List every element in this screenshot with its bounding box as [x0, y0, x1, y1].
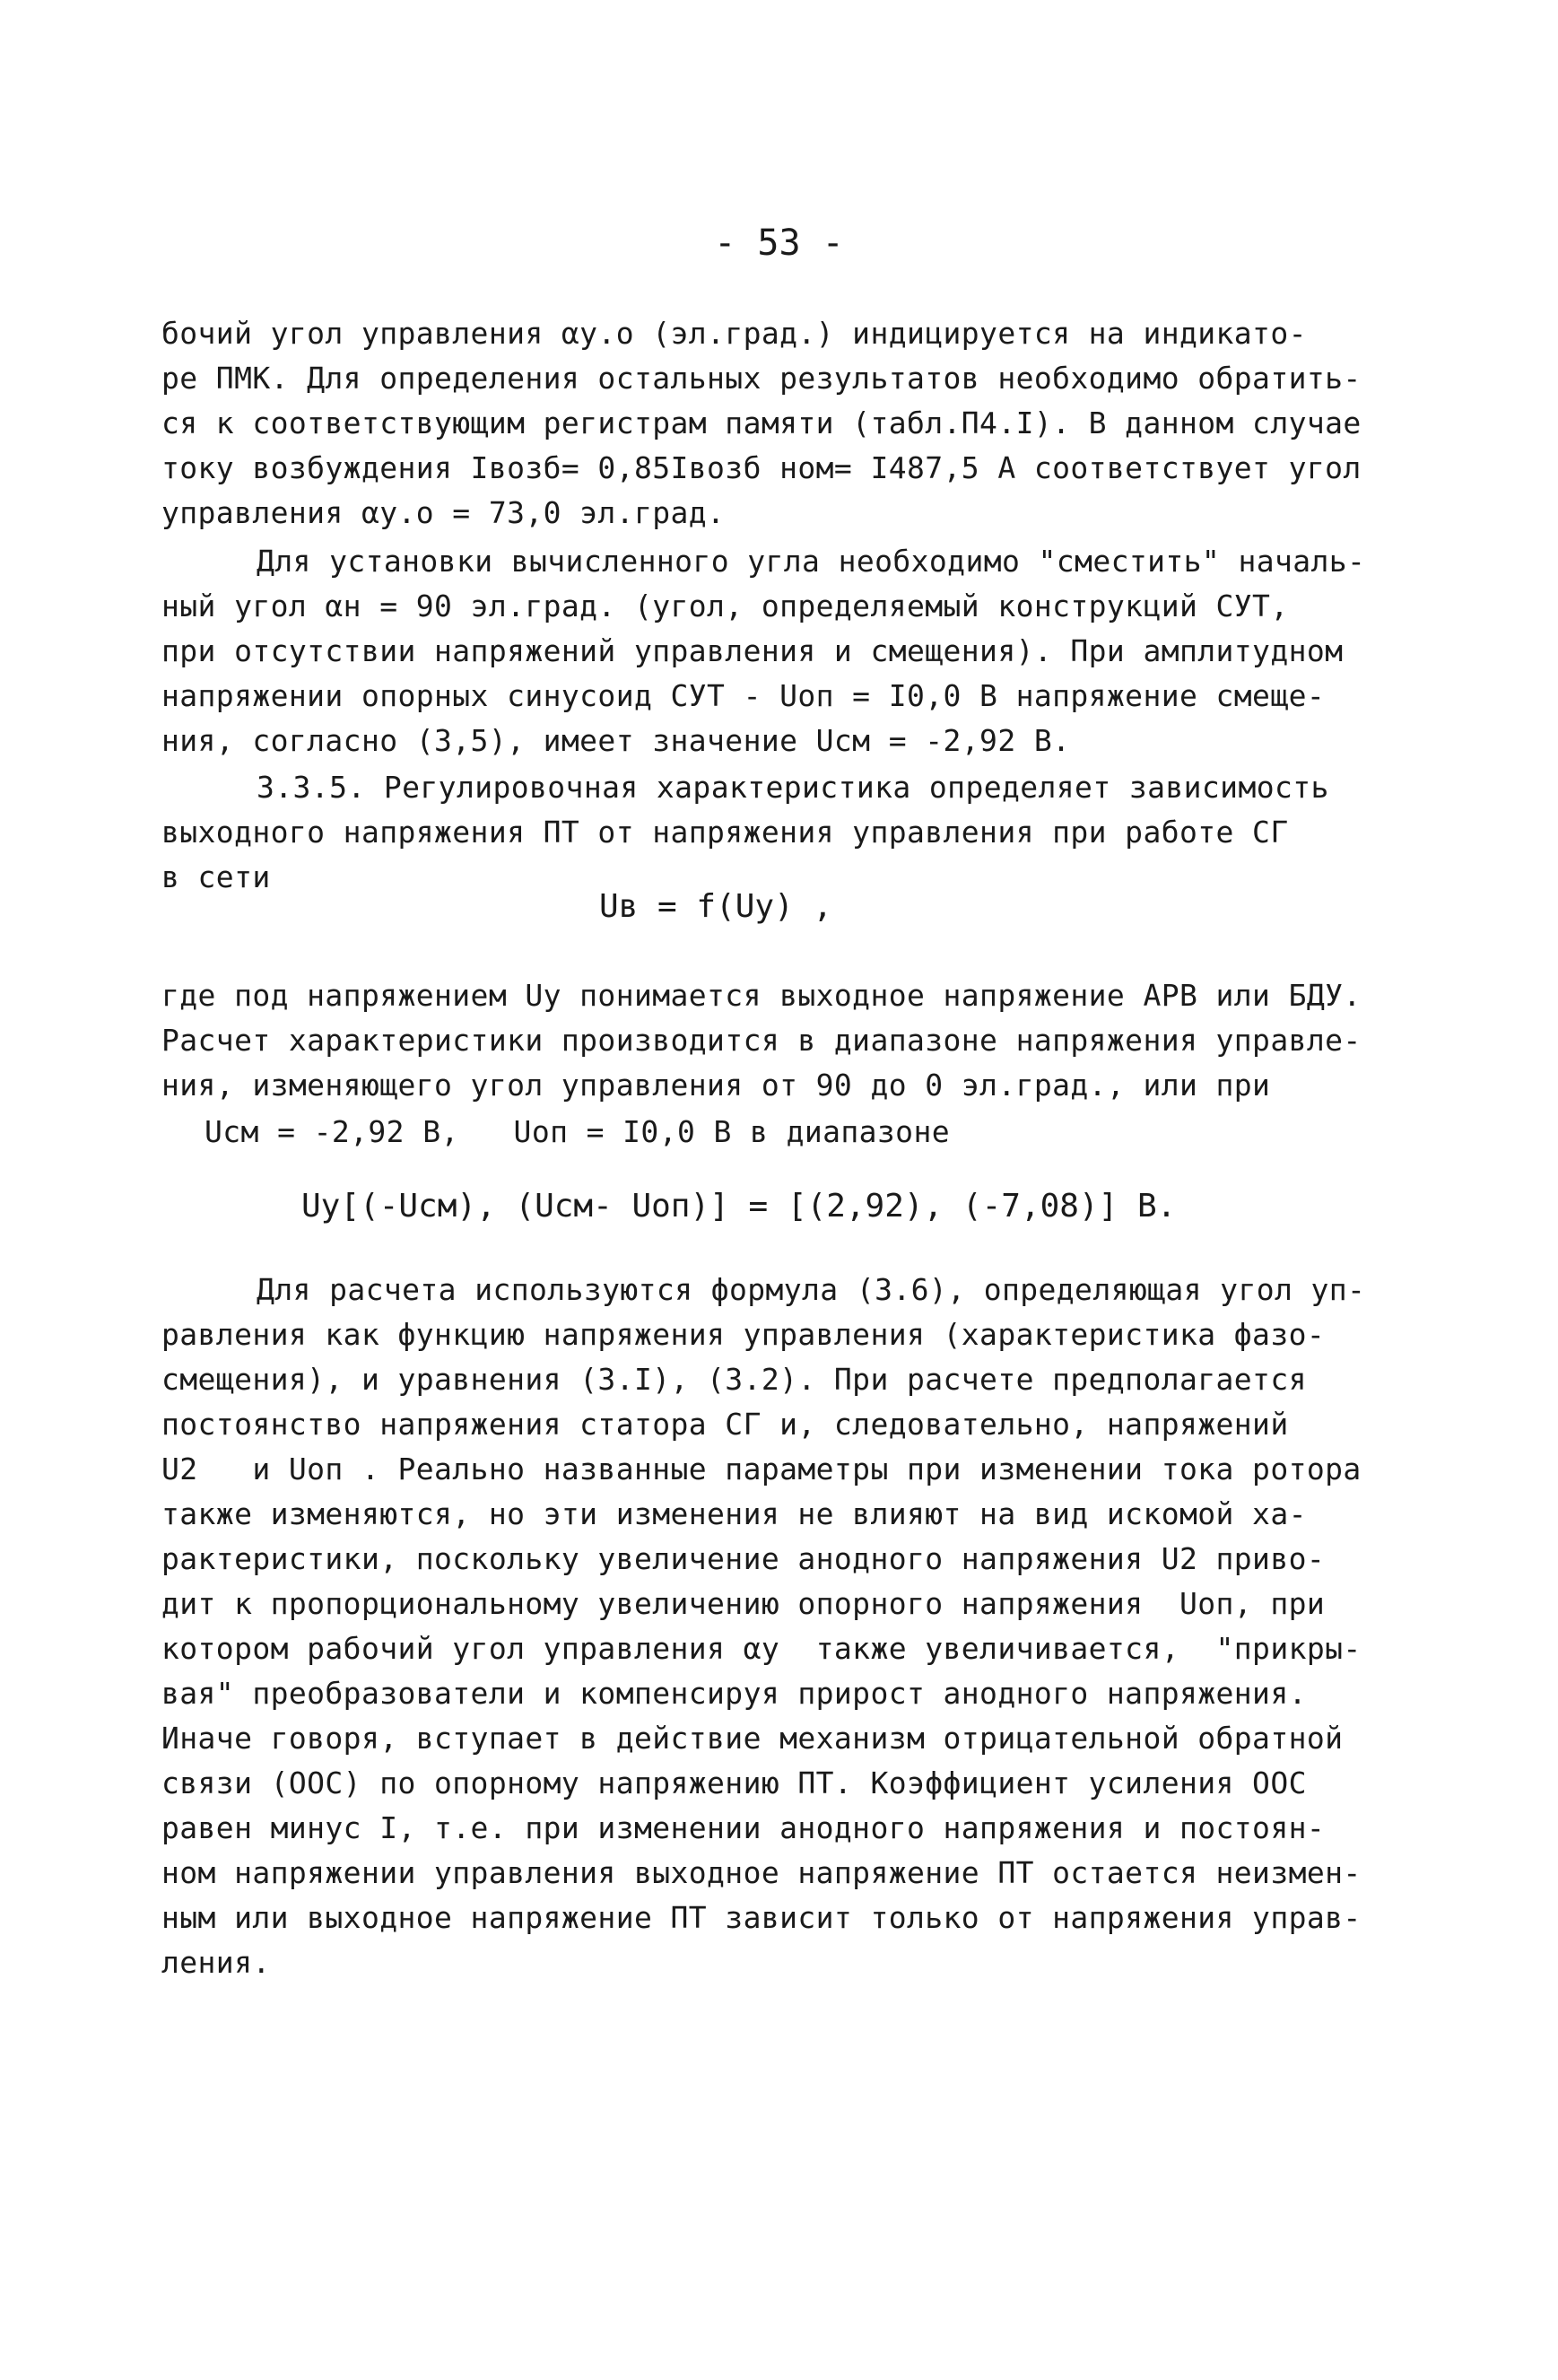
text-line: в сети: [161, 859, 271, 894]
text-line: Uсм = -2,92 В, Uоп = I0,0 В в диапазоне: [205, 1114, 950, 1149]
text-line: ления.: [161, 1945, 271, 1980]
text-line: ся к соответствующим регистрам памяти (табл.П4.I). В данном случае: [161, 405, 1362, 440]
text-line: смещения), и уравнения (3.I), (3.2). При расчете предполагается: [161, 1362, 1307, 1397]
text-line: вая" преобразователи и компенсируя прирост анодного напряжения.: [161, 1676, 1307, 1711]
text-line: бочий угол управления αу.о (эл.град.) индицируется на индикато-: [161, 316, 1307, 351]
section-heading-line: 3.3.5. Регулировочная характеристика определяет зависимость: [257, 770, 1329, 805]
text-line: Для расчета используются формула (3.6), определяющая угол уп-: [257, 1272, 1366, 1307]
formula-range: Uу[(-Uсм), (Uсм- Uоп)] = [(2,92), (-7,08)] В.: [301, 1188, 1177, 1225]
text-line: Расчет характеристики производится в диапазоне напряжения управле-: [161, 1023, 1362, 1058]
text-line: ный угол αн = 90 эл.град. (угол, определяемый конструкций СУТ,: [161, 588, 1289, 623]
text-line: ния, согласно (3,5), имеет значение Uсм = -2,92 В.: [161, 723, 1071, 758]
text-line: также изменяются, но эти изменения не влияют на вид искомой ха-: [161, 1496, 1307, 1531]
text-line: ре ПМК. Для определения остальных результатов необходимо обратить-: [161, 361, 1362, 396]
text-line: напряжении опорных синусоид СУТ - Uоп = I0,0 В напряжение смеще-: [161, 678, 1326, 713]
text-line: где под напряжением Uу понимается выходное напряжение АРВ или БДУ.: [161, 978, 1362, 1013]
text-line: ным или выходное напряжение ПТ зависит только от напряжения управ-: [161, 1900, 1362, 1935]
text-line: U2 и Uоп . Реально названные параметры при изменении тока ротора: [161, 1452, 1362, 1486]
text-line: ном напряжении управления выходное напряжение ПТ остается неизмен-: [161, 1855, 1362, 1890]
text-line: постоянство напряжения статора СГ и, следовательно, напряжений: [161, 1407, 1289, 1442]
text-line: выходного напряжения ПТ от напряжения управления при работе СГ: [161, 815, 1289, 850]
text-line: рактеристики, поскольку увеличение анодного напряжения U2 приво-: [161, 1541, 1326, 1576]
text-line: равен минус I, т.е. при изменении анодного напряжения и постоян-: [161, 1810, 1326, 1845]
text-line: котором рабочий угол управления αу также увеличивается, "прикры-: [161, 1631, 1362, 1666]
page-number: - 53 -: [714, 222, 844, 264]
text-line: току возбуждения Iвозб= 0,85Iвозб ном= I487,5 А соответствует угол: [161, 450, 1362, 485]
text-line: равления как функцию напряжения управления (характеристика фазо-: [161, 1317, 1326, 1352]
text-line: ния, изменяющего угол управления от 90 до 0 эл.град., или при: [161, 1068, 1271, 1103]
text-line: управления αу.о = 73,0 эл.град.: [161, 495, 726, 530]
text-line: Иначе говоря, вступает в действие механизм отрицательной обратной: [161, 1721, 1344, 1756]
text-line: при отсутствии напряжений управления и смещения). При амплитудном: [161, 633, 1344, 668]
text-line: Для установки вычисленного угла необходимо "сместить" началь-: [257, 544, 1366, 579]
text-line: связи (ООС) по опорному напряжению ПТ. Коэффициент усиления ООС: [161, 1765, 1307, 1800]
text-line: дит к пропорциональному увеличению опорного напряжения Uоп, при: [161, 1586, 1326, 1621]
formula-regulation: Uв = f(Uу) ,: [599, 888, 833, 925]
